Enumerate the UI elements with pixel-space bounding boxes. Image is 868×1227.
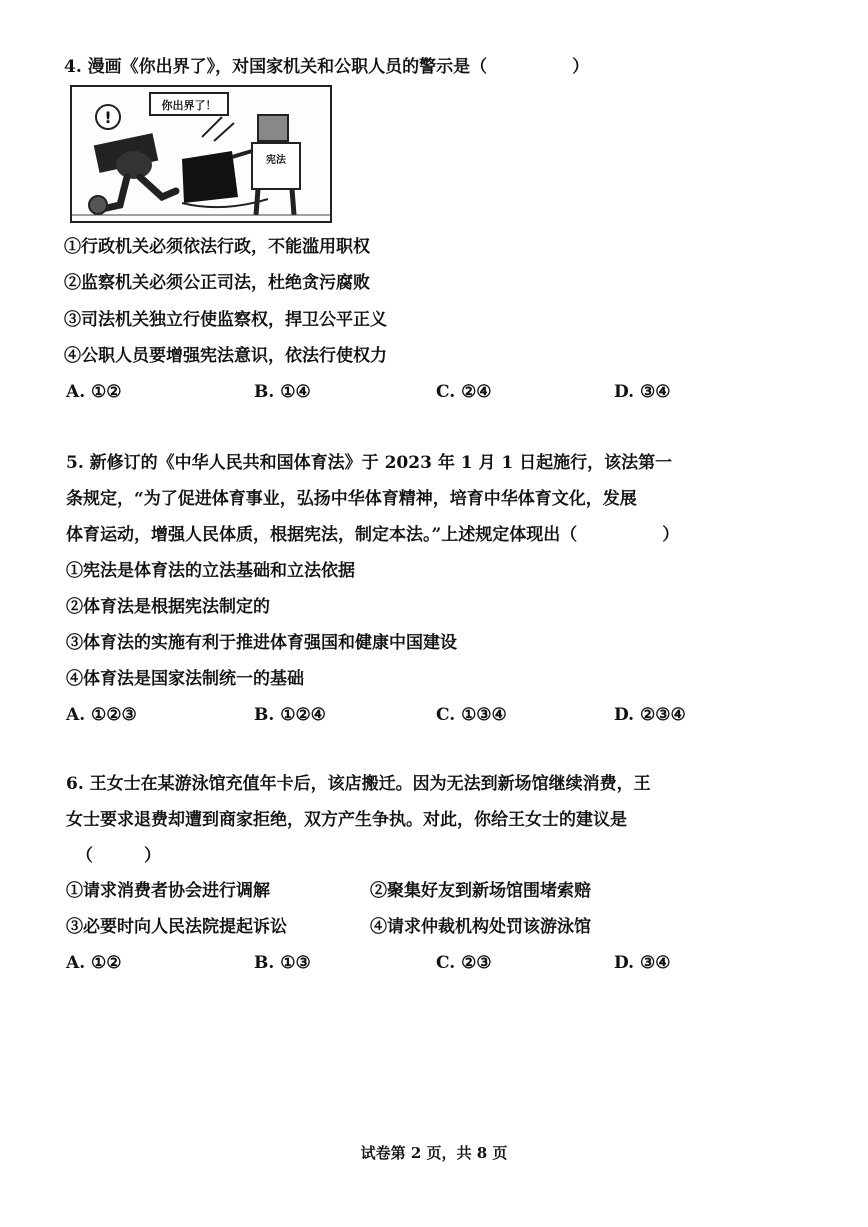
question-4-text: 漫画《你出界了》，对国家机关和公职人员的警示是（ ）: [87, 57, 590, 77]
ball: [89, 196, 107, 214]
q6-statement-1: ①请求消费者协会进行调解: [66, 881, 270, 901]
q4-statement-3: ③司法机关独立行使监察权，捍卫公平正义: [64, 310, 387, 330]
q5-option-c[interactable]: C. ①③④: [436, 705, 507, 725]
q6-option-d[interactable]: D. ③④: [614, 953, 671, 973]
q6-option-b[interactable]: B. ①③: [254, 953, 311, 973]
q4-option-b[interactable]: B. ①④: [254, 382, 311, 402]
q5-line-3: 体育运动，增强人民体质，根据宪法，制定本法。”上述规定体现出（ ）: [66, 525, 680, 545]
q5-statement-2: ②体育法是根据宪法制定的: [66, 597, 270, 617]
cartoon-image: [70, 85, 332, 223]
referee-body: [252, 143, 300, 189]
q5-line-1: 5. 新修订的《中华人民共和国体育法》于 2023 年 1 月 1 日起施行，该法第一: [66, 453, 673, 473]
sign-text: 你出界了！: [161, 99, 217, 112]
q5-option-b[interactable]: B. ①②④: [254, 705, 326, 725]
q4-statement-1: ①行政机关必须依法行政，不能滥用职权: [64, 237, 370, 257]
q6-statement-4: ④请求仲裁机构处罚该游泳馆: [370, 917, 591, 937]
q5-statement-1: ①宪法是体育法的立法基础和立法依据: [66, 561, 355, 581]
q5-line-2: 条规定，“为了促进体育事业，弘扬中华体育精神，培育中华体育文化，发展: [66, 489, 637, 509]
svg-text:!: !: [104, 108, 112, 127]
q5-option-a[interactable]: A. ①②③: [66, 705, 137, 725]
q5-option-d[interactable]: D. ②③④: [614, 705, 686, 725]
desk: [182, 151, 238, 203]
referee-head: [258, 115, 288, 141]
q5-statement-3: ③体育法的实施有利于推进体育强国和健康中国建设: [66, 633, 457, 653]
q4-option-a[interactable]: A. ①②: [66, 382, 122, 402]
q4-option-d[interactable]: D. ③④: [614, 382, 671, 402]
cartoon-drawing: [72, 87, 330, 221]
q6-option-a[interactable]: A. ①②: [66, 953, 122, 973]
page-footer: 试卷第 2 页，共 8 页: [360, 1144, 508, 1162]
q6-line-2: 女士要求退费却遭到商家拒绝，双方产生争执。对此，你给王女士的建议是: [66, 810, 627, 830]
q6-line-1: 6. 王女士在某游泳馆充值年卡后，该店搬迁。因为无法到新场馆继续消费，王: [66, 774, 651, 794]
q4-statement-2: ②监察机关必须公正司法，杜绝贪污腐败: [64, 273, 370, 293]
q6-option-c[interactable]: C. ②③: [436, 953, 492, 973]
q5-statement-4: ④体育法是国家法制统一的基础: [66, 669, 304, 689]
official-head: [116, 151, 152, 179]
question-4-stem: [64, 56, 589, 78]
question-4-number: 4.: [64, 57, 82, 77]
q6-statement-3: ③必要时向人民法院提起诉讼: [66, 917, 287, 937]
q4-option-c[interactable]: C. ②④: [436, 382, 492, 402]
q6-statement-2: ②聚集好友到新场馆围堵索赔: [370, 881, 591, 901]
q6-line-3: （ ）: [76, 846, 161, 866]
q4-statement-4: ④公职人员要增强宪法意识，依法行使权力: [64, 346, 387, 366]
figure-label: 宪法: [266, 155, 286, 166]
